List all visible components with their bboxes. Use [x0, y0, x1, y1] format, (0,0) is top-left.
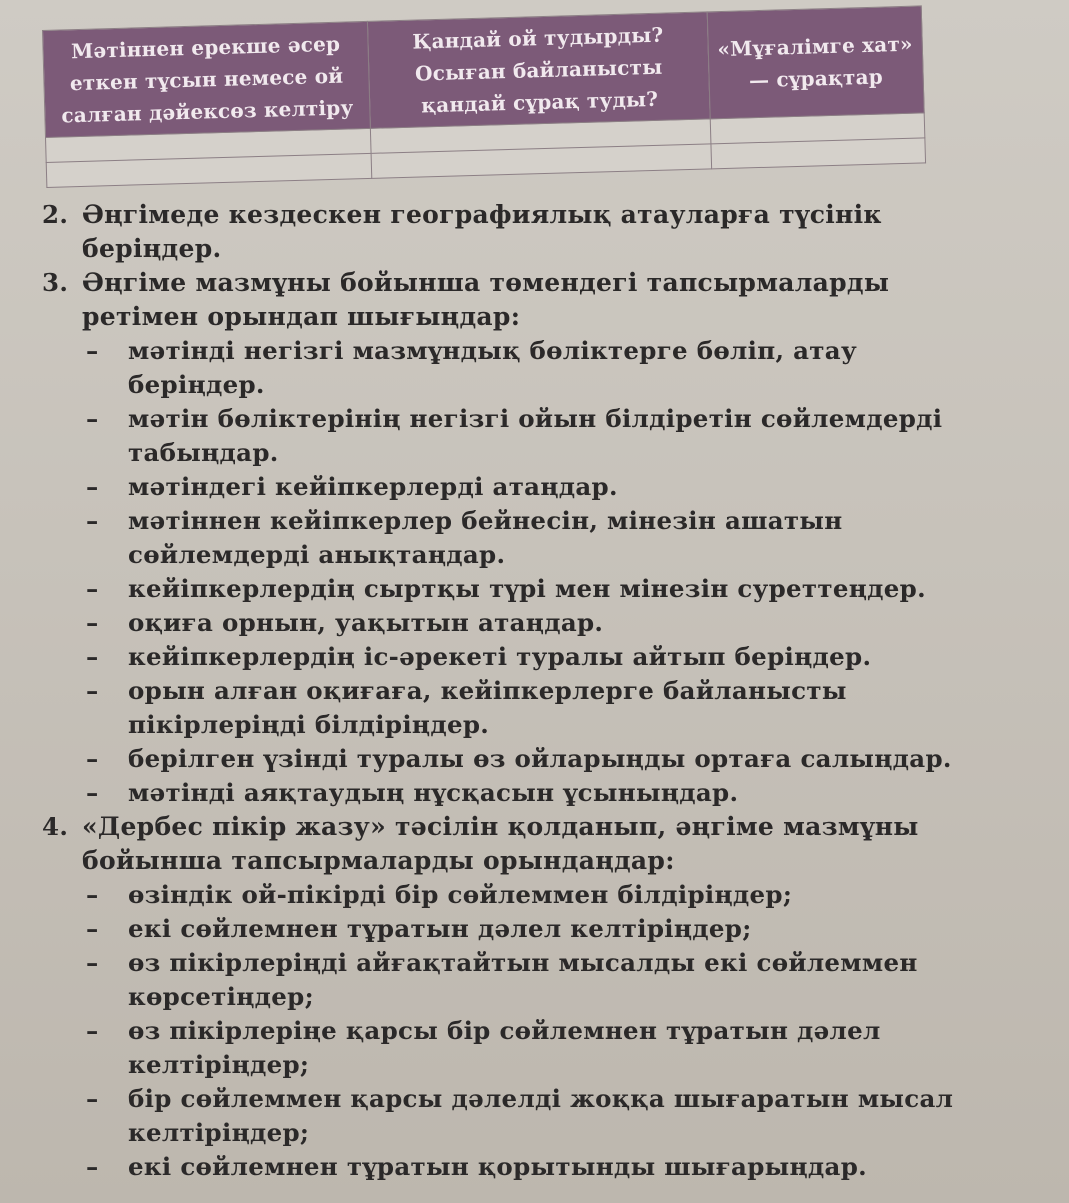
subitem-text: мәтіндегі кейіпкерлерді атаңдар. [128, 472, 618, 501]
subitem-text: өз пікірлеріңді айғақтайтын мысалды екі сөйлеммен көрсетіңдер; [128, 948, 918, 1011]
dash-marker: – [86, 880, 99, 909]
dash-marker: – [86, 506, 99, 535]
task-number: 4. [42, 812, 69, 841]
dash-marker: – [86, 336, 99, 365]
subitem-text: берілген үзінді туралы өз ойларыңды ортаға салыңдар. [128, 744, 952, 773]
list-item [36, 776, 996, 810]
list-item [36, 946, 996, 1014]
dash-marker: – [86, 1084, 99, 1113]
task-item-3 [36, 266, 996, 334]
subitem-text: мәтінді негізгі мазмұндық бөліктерге бөліп, атау беріңдер. [128, 336, 857, 399]
subitem-text: кейіпкерлердің сыртқы түрі мен мінезін суреттеңдер. [128, 574, 926, 603]
reading-response-table [42, 5, 926, 188]
dash-marker: – [86, 948, 99, 977]
subitem-text: бір сөйлеммен қарсы дәлелді жоққа шығаратын мысал келтіріңдер; [128, 1084, 954, 1147]
subitem-text: екі сөйлемнен тұратын қорытынды шығарыңдар. [128, 1152, 867, 1181]
list-item [36, 742, 996, 776]
task-item-4 [36, 810, 996, 878]
list-item [36, 912, 996, 946]
table-header-thought: Қандай ой тудырды? Осыған байланысты қандай сұрақ туды? [368, 12, 710, 128]
subitem-text: мәтін бөліктерінің негізгі ойын білдіретін сөйлемдерді табыңдар. [128, 404, 943, 467]
subitem-text: мәтіннен кейіпкерлер бейнесін, мінезін ашатын сөйлемдерді анықтаңдар. [128, 506, 843, 569]
table-header-quote: Мәтіннен ерекше әсер еткен тұсын немесе ой салған дәйексөз келтіру [43, 21, 371, 137]
dash-marker: – [86, 914, 99, 943]
dash-marker: – [86, 1016, 99, 1045]
dash-marker: – [86, 778, 99, 807]
list-item [36, 640, 996, 674]
task-number: 2. [42, 200, 69, 229]
list-item [36, 572, 996, 606]
dash-marker: – [86, 608, 99, 637]
task-text: «Дербес пікір жазу» тәсілін қолданып, әңгіме мазмұны бойынша тапсырмаларды орындаңдар: [82, 812, 919, 875]
subitem-text: екі сөйлемнен тұратын дәлел келтіріңдер; [128, 914, 752, 943]
list-item [36, 470, 996, 504]
subitem-text: оқиға орнын, уақытын атаңдар. [128, 608, 604, 637]
subitem-text: кейіпкерлердің іс-әрекеті туралы айтып беріңдер. [128, 642, 872, 671]
dash-marker: – [86, 404, 99, 433]
task-list [36, 198, 996, 1184]
list-item [36, 1082, 996, 1150]
subitem-text: мәтінді аяқтаудың нұсқасын ұсыныңдар. [128, 778, 739, 807]
list-item [36, 334, 996, 402]
table-cell [711, 138, 926, 169]
dash-marker: – [86, 472, 99, 501]
dash-marker: – [86, 676, 99, 705]
task-text: Әңгіме мазмұны бойынша төмендегі тапсырмаларды ретімен орындап шығыңдар: [82, 268, 890, 331]
task-item-2 [36, 198, 996, 266]
task-text: Әңгімеде кездескен географиялық атауларға түсінік беріңдер. [82, 200, 882, 263]
list-item [36, 674, 996, 742]
subitem-text: өзіндік ой-пікірді бір сөйлеммен білдіріңдер; [128, 880, 793, 909]
list-item [36, 1150, 996, 1184]
subitem-text: өз пікірлеріңе қарсы бір сөйлемнен тұратын дәлел келтіріңдер; [128, 1016, 881, 1079]
list-item [36, 1014, 996, 1082]
subitem-text: орын алған оқиғаға, кейіпкерлерге байланысты пікірлеріңді білдіріңдер. [128, 676, 847, 739]
dash-marker: – [86, 574, 99, 603]
dash-marker: – [86, 1152, 99, 1181]
dash-marker: – [86, 744, 99, 773]
list-item [36, 606, 996, 640]
table-header-letter: «Мұғалімге хат» — сұрақтар [707, 6, 924, 119]
task-number: 3. [42, 268, 69, 297]
list-item [36, 878, 996, 912]
dash-marker: – [86, 642, 99, 671]
list-item [36, 504, 996, 572]
list-item [36, 402, 996, 470]
